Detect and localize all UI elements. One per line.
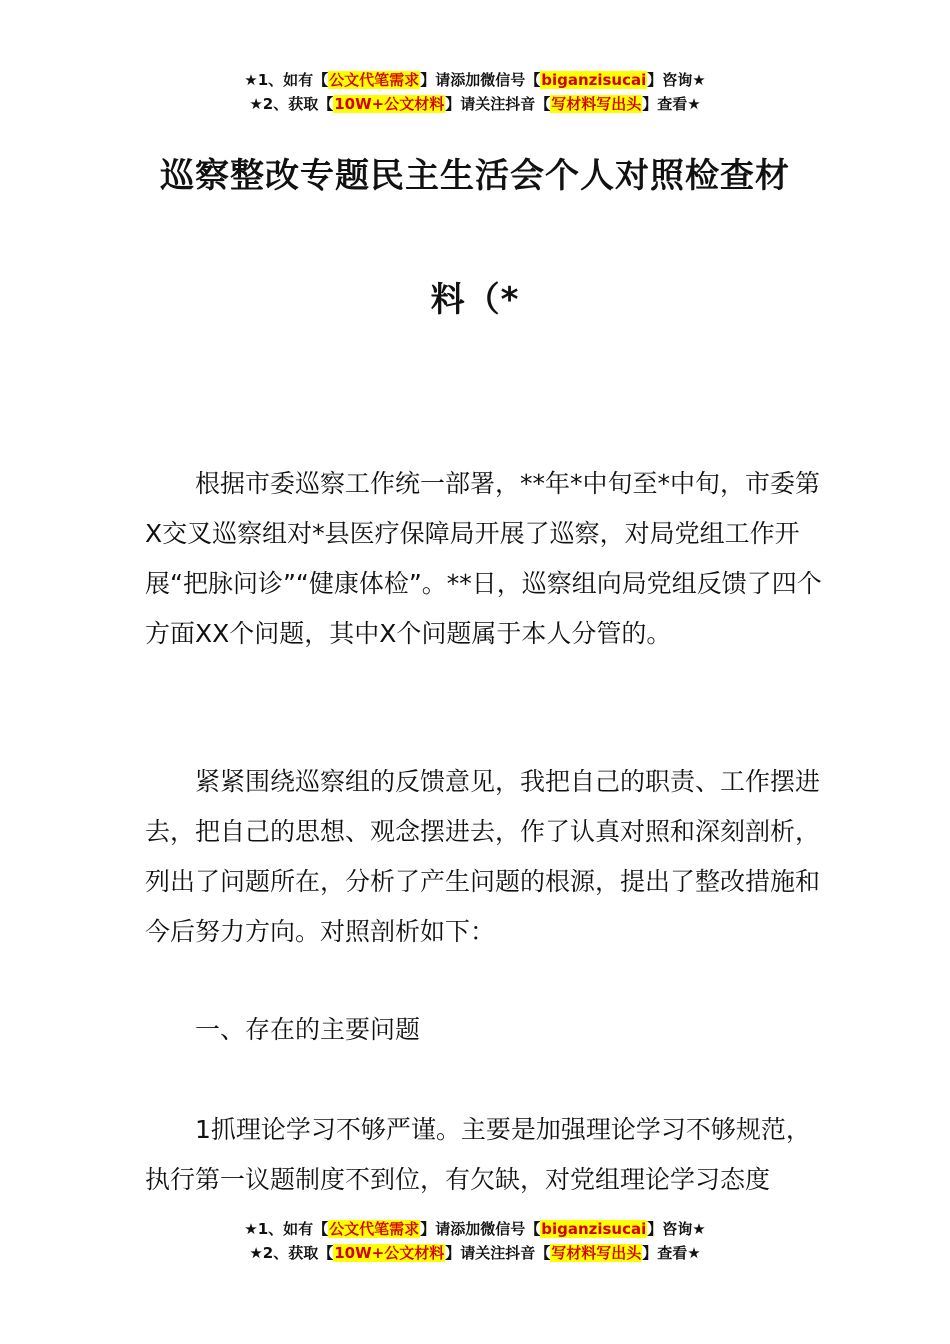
banner-line-2: ★2、获取【10W+公文材料】请关注抖音【写材料写出头】查看★ xyxy=(249,95,701,113)
paragraph-3: 1抓理论学习不够严谨。主要是加强理论学习不够规范，执行第一议题制度不到位，有欠缺，对党组理论学习态度 xyxy=(145,1115,811,1194)
highlight-service: 公文代笔需求 xyxy=(329,1220,420,1238)
highlight-service: 公文代笔需求 xyxy=(329,71,420,89)
banner-line-2: ★2、获取【10W+公文材料】请关注抖音【写材料写出头】查看★ xyxy=(249,1244,701,1262)
highlight-materials: 10W+公文材料 xyxy=(334,1244,445,1262)
highlight-materials: 10W+公文材料 xyxy=(334,95,445,113)
top-banner xyxy=(0,68,950,116)
banner-line-1: ★1、如有【公文代笔需求】请添加微信号【biganzisucai】咨询★ xyxy=(244,71,706,89)
bottom-banner xyxy=(0,1217,950,1265)
section-heading-1: 一、存在的主要问题 xyxy=(195,1015,421,1044)
paragraph-1: 根据市委巡察工作统一部署，**年*中旬至*中旬，市委第X交叉巡察组对*县医疗保障局开展了巡察，对局党组工作开展“把脉问诊”“健康体检”。**日，巡察组向局党组反馈了四个方面XX个问题，其中X个问题属于本人分管的。 xyxy=(145,469,822,648)
highlight-douyin: 写材料写出头 xyxy=(551,1244,642,1262)
highlight-wechat-id: biganzisucai xyxy=(541,1220,647,1238)
highlight-wechat-id: biganzisucai xyxy=(541,71,647,89)
document-title-line-1: 巡察整改专题民主生活会个人对照检查材 xyxy=(160,156,790,196)
banner-line-1: ★1、如有【公文代笔需求】请添加微信号【biganzisucai】咨询★ xyxy=(244,1220,706,1238)
paragraph-2: 紧紧围绕巡察组的反馈意见，我把自己的职责、工作摆进去，把自己的思想、观念摆进去，作了认真对照和深刻剖析，列出了问题所在，分析了产生问题的根源，提出了整改措施和今后努力方向。对照剖析如下： xyxy=(145,767,821,946)
highlight-douyin: 写材料写出头 xyxy=(551,95,642,113)
document-title-line-2: 料（* xyxy=(430,280,520,320)
